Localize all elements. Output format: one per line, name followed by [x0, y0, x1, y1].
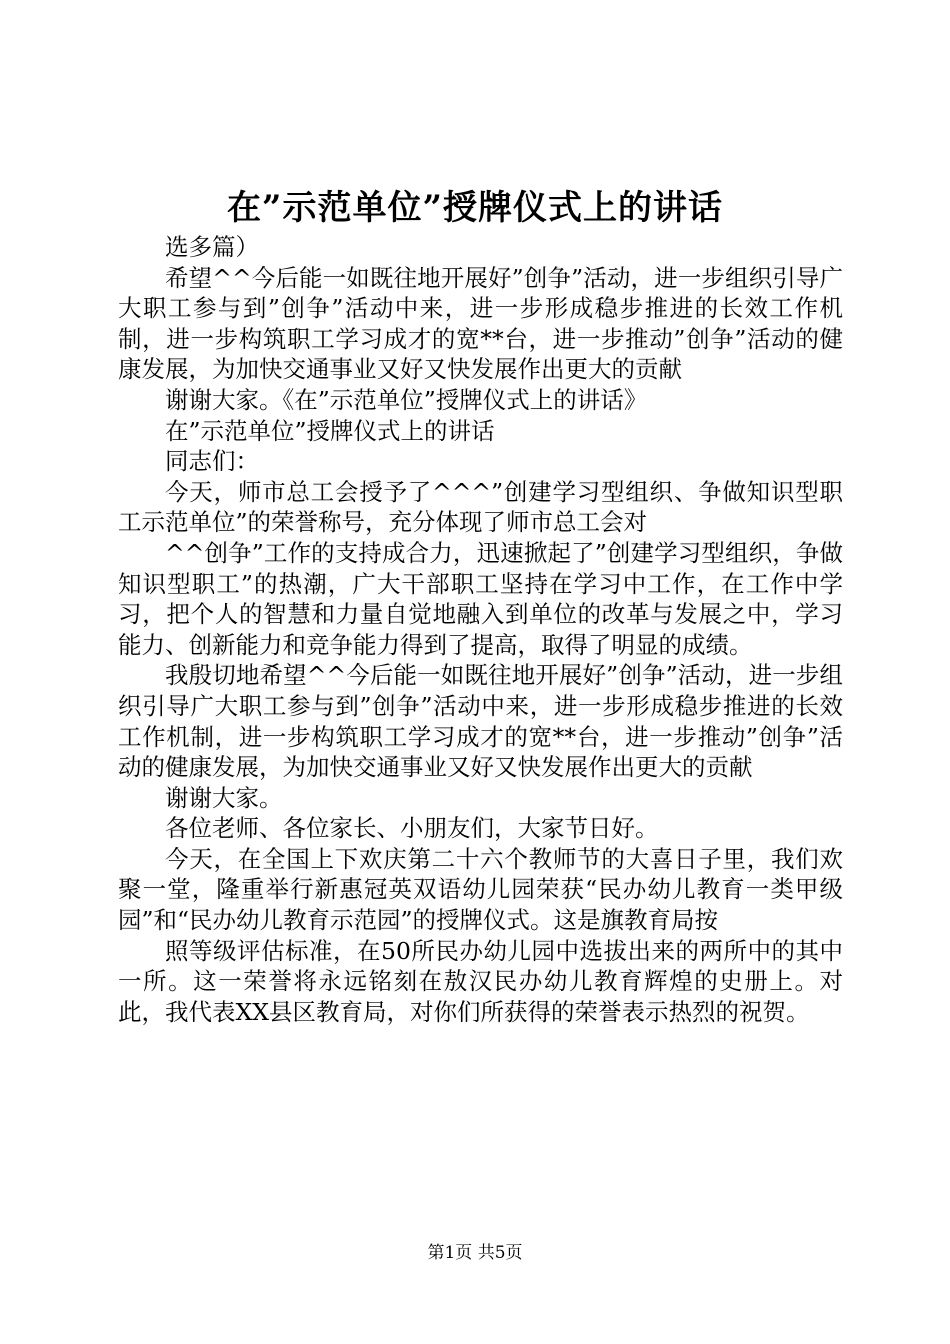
paragraph: 各位老师、各位家长、小朋友们，大家节日好。: [165, 814, 659, 843]
paragraph: 照等级评估标准，在50所民办幼儿园中选拔出来的两所中的其中一所。这一荣誉将永远铭刻在敖汉民办幼儿教育辉煌的史册上。对此，我代表XX县区教育局，对你们所获得的荣誉表示热烈的祝贺。: [118, 936, 843, 1026]
page-footer: 第1页 共5页: [427, 1243, 523, 1263]
paragraph: 在”示范单位”授牌仪式上的讲话: [165, 416, 495, 445]
paragraph: 谢谢大家。《在”示范单位”授牌仪式上的讲话》: [165, 385, 648, 414]
document-title: 在”示范单位”授牌仪式上的讲话: [226, 188, 724, 228]
paragraph: 今天，师市总工会授予了^^^”创建学习型组织、争做知识型职工示范单位”的荣誉称号，充分体现了师市总工会对: [118, 477, 843, 537]
paragraph: ^^创争”工作的支持成合力，迅速掀起了”创建学习型组织，争做知识型职工”的热潮，广大干部职工坚持在学习中工作，在工作中学习，把个人的智慧和力量自觉地融入到单位的改革与发展之中，学习能力、创新能力和竞争能力得到了提高，取得了明显的成绩。: [118, 538, 843, 659]
paragraph: 今天，在全国上下欢庆第二十六个教师节的大喜日子里，我们欢聚一堂，隆重举行新惠冠英双语幼儿园荣获“民办幼儿教育一类甲级园”和“民办幼儿教育示范园”的授牌仪式。这是旗教育局按: [118, 844, 843, 935]
paragraph: 我殷切地希望^^今后能一如既往地开展好”创争”活动，进一步组织引导广大职工参与到”创争”活动中来，进一步形成稳步推进的长效工作机制，进一步构筑职工学习成才的宽**台，进一步推动”创争”活动的健康发展，为加快交通事业又好又快发展作出更大的贡献: [118, 661, 843, 782]
paragraph: 选多篇）: [165, 233, 259, 261]
paragraph: 谢谢大家。: [165, 783, 283, 812]
document-body: [118, 232, 843, 1027]
paragraph: 同志们：: [165, 447, 259, 476]
paragraph: 希望^^今后能一如既往地开展好”创争”活动，进一步组织引导广大职工参与到”创争”活动中来，进一步形成稳步推进的长效工作机制，进一步构筑职工学习成才的宽**台，进一步推动”创争”活动的健康发展，为加快交通事业又好又快发展作出更大的贡献: [118, 263, 843, 384]
